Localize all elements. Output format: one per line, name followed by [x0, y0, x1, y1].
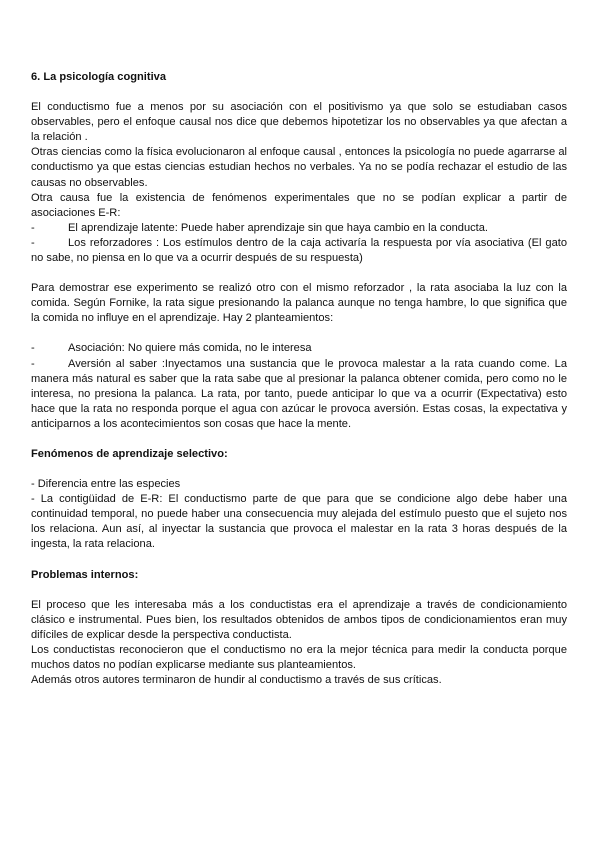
list-dash: - [31, 357, 35, 370]
list-item-text: Asociación: No quiere más comida, no le interesa [68, 342, 312, 355]
paragraph: El conductismo fue a menos por su asociación con el positivismo ya que solo se estudiaban casos observables, pero el enfoque causal nos dice que debemos hipotetizar los no observables ya que afectan a la relación . [31, 101, 567, 144]
list-item-text: Aversión al saber :Inyectamos una sustancia que le provoca malestar a la rata cuando come. La manera más natural es saber que la rata sabe que al presionar la palanca obtener comida, pero como no le interesa, no presiona la palanca. La rata, por tanto, puede anticipar lo que va a ocurrir (Expectativa) esto hace que la rata no responda porque el agua con azúcar le provoca aversión. Estas cosas, la expectativa y anticiparnos a los acontecimientos son cosas que hace la mente. [31, 357, 567, 430]
list-item [31, 357, 567, 432]
list-dash: - [31, 221, 35, 234]
list-item-text: Los reforzadores : Los estímulos dentro de la caja activaría la respuesta por vía asociativa (El gato no sabe, no piensa en lo que va a ocurrir después de su respuesta) [31, 236, 567, 265]
paragraph: Para demostrar ese experimento se realizó otro con el mismo reforzador , la rata asociaba la luz con la comida. Según Fornike, la rata sigue presionando la palanca aunque no tenga hambre, lo que significa que la comida no influye en el aprendizaje. Hay 2 planteamientos: [31, 282, 567, 325]
list-item: - La contigüidad de E-R: El conductismo parte de que para que se condicione algo debe haber una continuidad temporal, no puede haber una consecuencia muy alejada del estímulo puesto que el sujeto nos los relaciona. Aun así, al inyectar la sustancia que provoca el malestar en la rata 3 horas después de la ingesta, la rata relaciona. [31, 493, 567, 551]
list-dash: - [31, 342, 35, 355]
section-heading-psicologia-cognitiva: 6. La psicología cognitiva [31, 71, 167, 83]
list-item [31, 221, 567, 236]
list-dash: - [31, 236, 35, 249]
list-item [31, 236, 567, 266]
paragraph: Además otros autores terminaron de hundir al conductismo a través de sus críticas. [31, 674, 442, 687]
paragraph: Otras ciencias como la física evolucionaron al enfoque causal , entonces la psicología no puede agarrarse al conductismo ya que estas ciencias estudian hechos no verbales. Ya no se podía rechazar el estudio de las causas no observables. [31, 146, 567, 189]
list-item [31, 341, 567, 356]
section-heading-aprendizaje-selectivo: Fenómenos de aprendizaje selectivo: [31, 447, 228, 460]
list-item: - Diferencia entre las especies [31, 478, 181, 491]
paragraph: Los conductistas reconocieron que el conductismo no era la mejor técnica para medir la conducta porque muchos datos no podían explicarse mediante sus planteamientos. [31, 643, 567, 671]
document-page [31, 70, 567, 688]
section-heading-problemas-internos: Problemas internos: [31, 568, 139, 581]
paragraph: Otra causa fue la existencia de fenómenos experimentales que no se podían explicar a partir de asociaciones E-R: [31, 191, 567, 219]
list-item-text: El aprendizaje latente: Puede haber aprendizaje sin que haya cambio en la conducta. [68, 221, 489, 234]
paragraph: El proceso que les interesaba más a los conductistas era el aprendizaje a través de condicionamiento clásico e instrumental. Pues bien, los resultados obtenidos de ambos tipos de condicionamientos eran muy difíciles de explicar desde la perspectiva conductista. [31, 598, 567, 641]
